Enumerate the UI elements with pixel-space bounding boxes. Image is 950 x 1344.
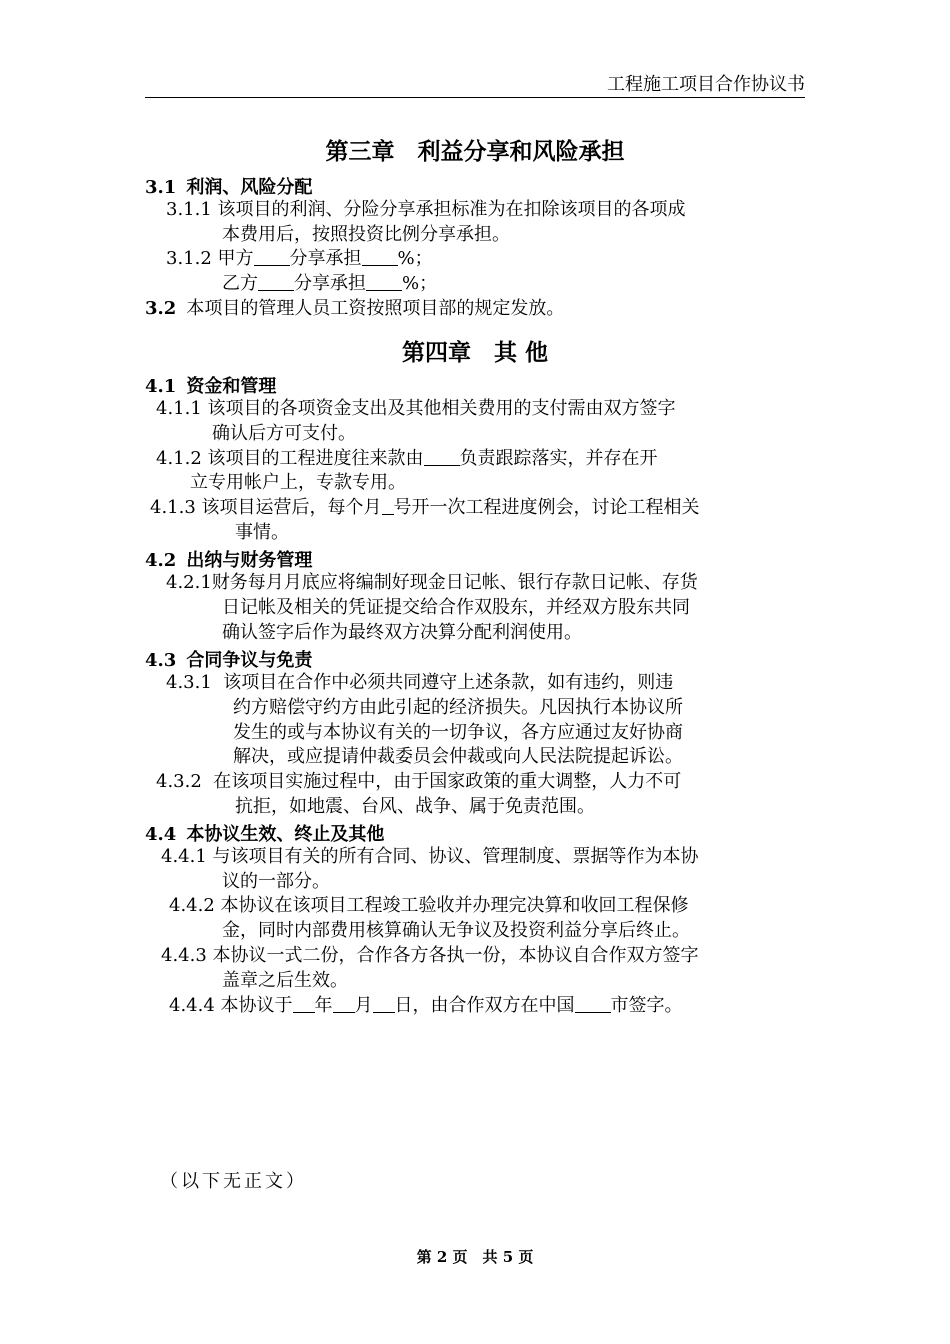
- page-number: 第 2 页 共 5 页: [416, 1248, 534, 1266]
- section-number: 3.1: [145, 177, 177, 198]
- clause-4-3-1-cont: 解决，或应提请仲裁委员会仲裁或向人民法院提起诉讼。: [233, 746, 683, 767]
- section-4-3-heading: [145, 646, 312, 672]
- clause-4-1-2-cont: 立专用帐户上，专款专用。: [190, 472, 406, 493]
- clause-number: 4.1.1: [156, 398, 202, 419]
- clause-text: 该项目的工程进度往来款由: [207, 448, 424, 469]
- clause-text: 本协议一式二份，合作各方各执一份，本协议自合作双方签字: [212, 945, 699, 966]
- clause-number: 4.4.4: [169, 995, 215, 1016]
- clause-number: 4.3.1: [166, 672, 212, 693]
- clause-4-1-2: [156, 447, 658, 471]
- chapter-4-title: 第四章 其 他: [401, 340, 548, 366]
- clause-4-2-1-cont: 确认签字后作为最终双方决算分配利润使用。: [222, 622, 582, 643]
- section-title: 出纳与财务管理: [186, 550, 313, 571]
- clause-3-1-2: [166, 247, 433, 271]
- blank-field: [373, 994, 395, 1013]
- clause-4-3-2-cont: 抗拒，如地震、台风、战争、属于免责范围。: [235, 796, 595, 817]
- section-number: 4.1: [145, 376, 177, 397]
- clause-3-2: [145, 297, 564, 321]
- clause-4-4-2: [169, 894, 689, 918]
- section-4-4-heading: [145, 820, 384, 846]
- clause-text: 号开一次工程进度例会，讨论工程相关: [393, 497, 700, 518]
- clause-4-1-1-cont: 确认后方可支付。: [212, 423, 356, 444]
- section-4-2-heading: [145, 546, 312, 572]
- section-number: 4.3: [145, 650, 177, 671]
- clause-3-1-1: [166, 198, 686, 222]
- clause-4-4-2-cont: 金，同时内部费用核算确认无争议及投资利益分享后终止。: [222, 920, 690, 941]
- share-label: 分享承担: [289, 248, 362, 269]
- clause-number: 4.4.2: [169, 895, 215, 916]
- clause-text: 与该项目有关的所有合同、协议、管理制度、票据等作为本协: [212, 846, 699, 867]
- clause-text: 该项目运营后，每个月: [201, 497, 382, 518]
- clause-4-3-1-cont: 发生的或与本协议有关的一切争议，各方应通过友好协商: [233, 722, 683, 743]
- section-number: 4.2: [145, 550, 177, 571]
- clause-number: 3.2: [145, 298, 177, 319]
- blank-field: [424, 447, 460, 466]
- clause-4-4-3: [161, 944, 699, 968]
- clause-text: 本协议于: [220, 995, 293, 1016]
- blank-field: [254, 247, 290, 266]
- blank-field: [575, 994, 611, 1013]
- section-title: 利润、风险分配: [186, 177, 313, 198]
- chapter-3-title: 第三章 利益分享和风险承担: [325, 139, 625, 165]
- clause-text: 本项目的管理人员工资按照项目部的规定发放。: [186, 298, 565, 319]
- clause-4-4-1-cont: 议的一部分。: [222, 871, 330, 892]
- blank-field: [333, 994, 355, 1013]
- section-title: 合同争议与免责: [186, 650, 313, 671]
- clause-text: 在该项目实施过程中，由于国家政策的重大调整，人力不可: [213, 771, 682, 792]
- clause-text: 该项目在合作中必须共同遵守上述条款，如有违约，则违: [223, 672, 674, 693]
- clause-number: 3.1.2: [166, 248, 212, 269]
- blank-field: [293, 994, 315, 1013]
- blank-field: [382, 496, 394, 515]
- clause-text: 月: [354, 995, 373, 1016]
- clause-4-1-3-cont: 事情。: [235, 522, 289, 543]
- header-title: 工程施工项目合作协议书: [607, 74, 805, 95]
- party-a-label: 甲方: [217, 248, 254, 269]
- clause-number: 4.1.3: [150, 497, 196, 518]
- clause-text: 负责跟踪落实，并存在开: [459, 448, 658, 469]
- clause-4-1-1: [156, 397, 676, 421]
- percent-label: %；: [397, 248, 433, 269]
- clause-4-4-1: [161, 845, 699, 869]
- header-rule: [145, 97, 805, 98]
- section-title: 本协议生效、终止及其他: [186, 824, 385, 845]
- clause-text: 该项目的利润、分险分享承担标准为在扣除该项目的各项成: [217, 199, 686, 220]
- clause-number: 4.2.1: [166, 572, 212, 593]
- clause-number: 4.1.2: [156, 448, 202, 469]
- section-number: 4.4: [145, 824, 177, 845]
- clause-text: 日，由合作双方在中国: [394, 995, 575, 1016]
- section-title: 资金和管理: [186, 376, 277, 397]
- clause-text: 年: [314, 995, 333, 1016]
- section-3-1-heading: [145, 173, 312, 199]
- party-b-label: 乙方: [222, 273, 258, 294]
- clause-4-4-3-cont: 盖章之后生效。: [222, 970, 348, 991]
- share-label: 分享承担: [294, 273, 366, 294]
- clause-4-3-2: [156, 770, 681, 794]
- clause-4-1-3: [150, 496, 700, 520]
- clause-number: 4.4.1: [161, 846, 207, 867]
- clause-number: 4.4.3: [161, 945, 207, 966]
- section-4-1-heading: [145, 372, 276, 398]
- clause-3-1-1-cont: 本费用后，按照投资比例分享承担。: [222, 224, 510, 245]
- end-of-text-note: （以下无正文）: [160, 1171, 307, 1192]
- clause-text: 市签字。: [610, 995, 683, 1016]
- clause-4-2-1: [166, 571, 698, 595]
- clause-4-3-1: [166, 671, 673, 695]
- clause-4-3-1-cont: 约方赔偿守约方由此引起的经济损失。凡因执行本协议所: [233, 697, 683, 718]
- clause-text: 财务每月月底应将编制好现金日记帐、银行存款日记帐、存货: [211, 572, 698, 593]
- clause-number: 4.3.2: [156, 771, 202, 792]
- clause-number: 3.1.1: [166, 199, 212, 220]
- clause-4-2-1-cont: 日记帐及相关的凭证提交给合作双股东，并经双方股东共同: [222, 597, 690, 618]
- blank-field: [362, 247, 398, 266]
- blank-field: [258, 272, 294, 291]
- blank-field: [366, 272, 402, 291]
- clause-text: 本协议在该项目工程竣工验收并办理完决算和收回工程保修: [220, 895, 689, 916]
- clause-4-4-4: [169, 994, 683, 1018]
- clause-text: 该项目的各项资金支出及其他相关费用的支付需由双方签字: [207, 398, 676, 419]
- clause-3-1-2-cont: [222, 272, 437, 296]
- percent-label: %；: [402, 273, 438, 294]
